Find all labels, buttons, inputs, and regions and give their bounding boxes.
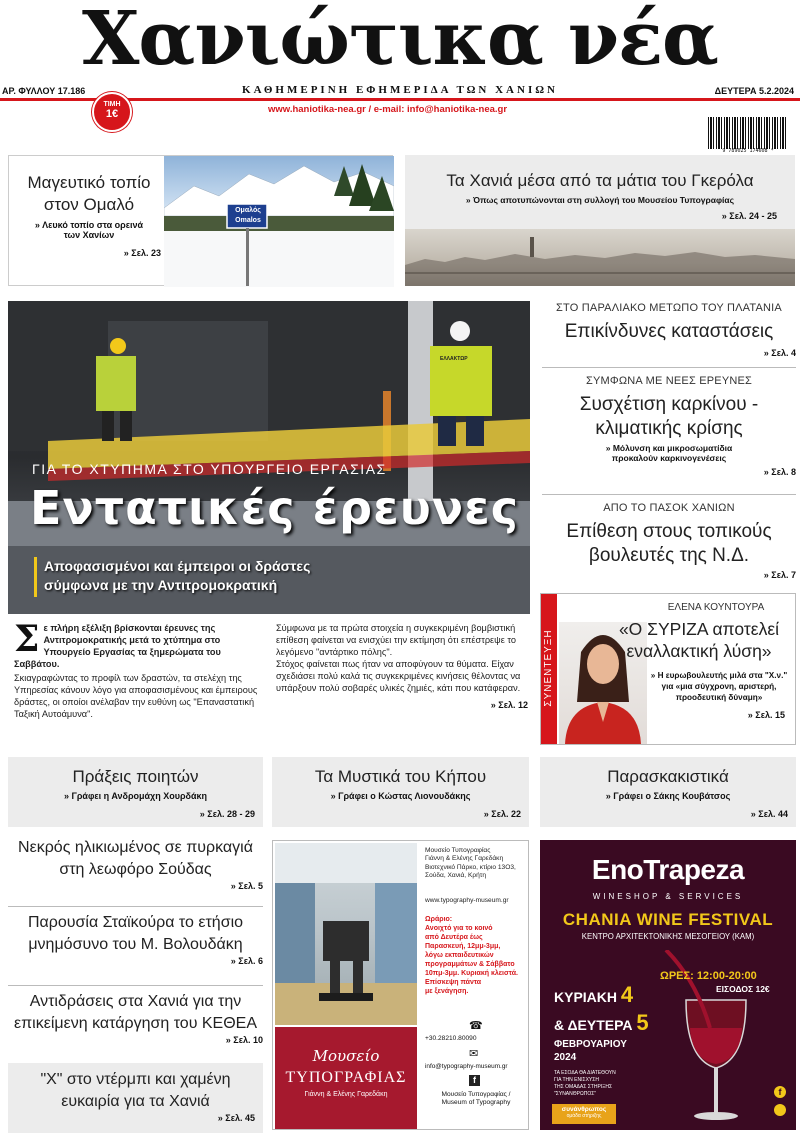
story-kethea[interactable] — [8, 991, 263, 1045]
hours-1: Ανοιχτό για το κοινό — [425, 925, 493, 932]
sponsor-sub: ομάδα στήριξης — [566, 1113, 602, 1119]
omalos-landscape — [164, 156, 394, 287]
interview-label: ΣΥΝΕΝΤΕΥΞΗ — [543, 629, 554, 707]
hero-sub-line-2: σύμφωνα με την Αντιτρομοκρατική — [44, 577, 278, 593]
hero-sub — [44, 557, 310, 595]
day1-label: ΚΥΡΙΑΚΗ — [554, 989, 618, 1005]
hero-sub-line-1: Αποφασισμένοι και έμπειροι οι δράστες — [44, 558, 311, 574]
note-4: "ΣΥΝΑΝΘΡΩΠΟΣ" — [554, 1091, 597, 1097]
story-4-line-1: "Χ" στο ντέρμπι και χαμένη — [40, 1071, 231, 1088]
side-title-2a: Συσχέτιση καρκίνου - — [579, 394, 759, 415]
interview-sub-3: προοδευτική δύναμη» — [675, 693, 763, 702]
vest-label: ΕΛΛΑΚΤΩΡ — [440, 356, 468, 362]
price-value: 1€ — [105, 108, 119, 120]
wine-hours: ΩΡΕΣ: 12:00-20:00 — [660, 970, 757, 982]
museum-photo — [275, 843, 417, 1025]
logo-main: ΤΥΠΟΓΡΑΦΙΑΣ — [285, 1069, 407, 1086]
hours-8: με ξενάγηση. — [425, 988, 469, 995]
phone-icon: ☎ — [469, 1020, 483, 1032]
story-3-line-1: Αντιδράσεις στα Χανιά για την — [29, 993, 242, 1010]
side-story-platanias[interactable] — [542, 302, 796, 358]
gerolas-photo — [405, 229, 795, 286]
omalos-text — [9, 172, 169, 258]
side-title-2b: κλιματικής κρίσης — [595, 418, 743, 439]
side-ref-2: » Σελ. 8 — [763, 467, 796, 477]
column-chess[interactable] — [540, 757, 796, 827]
omalos-sign — [230, 206, 266, 226]
wine-day-2 — [554, 1010, 649, 1036]
museum-email[interactable]: info@typography-museum.gr — [425, 1063, 508, 1070]
article-col2-para2: Στόχος φαίνεται πως ήταν να αποφύγουν τα θύματα. Είχαν σχεδιάσει πολύ καλά τις συγκεκριμένες κινήσεις θέλοντας να υπάρξουν πολύ σοβαρές υλικές ζημιές, κάτι που κατάφεραν. — [276, 659, 521, 693]
year-label: 2024 — [554, 1052, 577, 1063]
hours-2: από Δευτέρα έως — [425, 934, 483, 941]
column-author-3: » Γράφει ο Σάκης Κουβάτσος — [605, 791, 731, 801]
story-2-ref: » Σελ. 6 — [230, 956, 263, 966]
museum-interior — [275, 843, 417, 1025]
column-title-2: Τα Μυστικά του Κήπου — [314, 767, 487, 786]
wine-note — [554, 1070, 616, 1098]
hero-headline: Εντατικές έρευνες — [30, 481, 519, 535]
article-lead: ε πλήρη εξέλιξη βρίσκονται έρευνες της Αντιτρομοκρατικής μετά το χτύπημα στο Υπουργείο Εργασίας τα ξημερώματα του Σαββάτου. — [14, 623, 221, 669]
sign-line-1: Ομαλός — [235, 207, 261, 214]
story-fire[interactable] — [8, 837, 263, 891]
day2-label: & ΔΕΥΤΕΡΑ — [554, 1017, 633, 1033]
hours-6: 10πμ-3μμ. Κυριακή κλειστά. — [425, 970, 518, 977]
story-derby[interactable] — [8, 1063, 263, 1133]
hero-kicker: ΓΙΑ ΤΟ ΧΤΥΠΗΜΑ ΣΤΟ ΥΠΟΥΡΓΕΙΟ ΕΡΓΑΣΙΑΣ — [32, 461, 387, 477]
side-story-cancer[interactable] — [542, 375, 796, 477]
day2-number: 5 — [636, 1010, 649, 1035]
side-kicker-3: ΑΠΟ ΤΟ ΠΑΣΟΚ ΧΑΝΙΩΝ — [603, 502, 735, 514]
side-kicker-2: ΣΥΜΦΩΝΑ ΜΕ ΝΕΕΣ ΕΡΕΥΝΕΣ — [585, 375, 753, 387]
side-kicker-1: ΣΤΟ ΠΑΡΑΛΙΑΚΟ ΜΕΤΩΠΟ ΤΟΥ ΠΛΑΤΑΝΙΑ — [556, 302, 782, 314]
interview-sub-2: για «μια σύγχρονη, αριστερή, — [661, 682, 777, 691]
wine-festival-ad[interactable] — [540, 840, 796, 1130]
list-divider — [8, 906, 263, 907]
story-2-line-2: μνημόσυνο του Μ. Βολουδάκη — [28, 936, 243, 953]
issue-number: ΑΡ. ΦΥΛΛΟΥ 17.186 — [2, 86, 86, 96]
note-2: ΓΙΑ ΤΗΝ ΕΝΙΣΧΥΣΗ — [554, 1077, 599, 1083]
omalos-photo — [164, 156, 394, 287]
sign-line-2: Omalos — [235, 217, 261, 224]
story-1-line-1: Νεκρός ηλικιωμένος σε πυρκαγιά — [18, 839, 253, 856]
teaser-gerolas[interactable] — [405, 155, 795, 286]
masthead-title: Χανιώτικα νέα — [81, 0, 719, 82]
side-title-3b: βουλευτές της Ν.Δ. — [588, 545, 750, 566]
column-poets[interactable] — [8, 757, 263, 827]
wine-month — [554, 1038, 627, 1064]
article-col2-para1: Σύμφωνα με τα πρώτα στοιχεία η συγκεκριμένη βομβιστική επίθεση φαίνεται να ενισχύει την εκτίμηση ότι επέστρεψε το λεγόμενο "αντάρτικο πόλης". — [276, 623, 516, 657]
facebook-icon[interactable]: f — [774, 1086, 786, 1098]
gerolas-title: Τα Χανιά μέσα από τα μάτια του Γκερόλα — [446, 171, 754, 190]
omalos-sub-2: των Χανίων — [63, 230, 115, 240]
instagram-icon[interactable] — [774, 1104, 786, 1116]
wine-entry: ΕΙΣΟΔΟΣ 12€ — [716, 984, 770, 994]
column-author-1: » Γράφει η Ανδρομάχη Χουρδάκη — [63, 791, 208, 801]
story-staikouras[interactable] — [8, 912, 263, 966]
fb-line-2: Museum of Typography — [441, 1099, 511, 1107]
teaser-omalos[interactable] — [8, 155, 393, 286]
museum-url[interactable]: www.typography-museum.gr — [425, 897, 509, 904]
mail-icon: ✉ — [469, 1048, 479, 1060]
fb-line-1: Μουσείο Τυπογραφίας / — [441, 1091, 511, 1098]
column-garden[interactable] — [272, 757, 529, 827]
museum-address — [425, 847, 527, 881]
barcode-number: 9 789025 174608 * — [722, 148, 774, 154]
dropcap: Σ — [14, 618, 40, 660]
story-3-line-2: επικείμενη κατάργηση του ΚΕΘΕΑ — [13, 1015, 258, 1032]
museum-phone: +30.28210.80090 — [425, 1035, 477, 1042]
column-title-3: Παρασκακιστικά — [607, 767, 729, 786]
note-3: ΤΗΣ ΟΜΑΔΑΣ ΣΤΗΡΙΞΗΣ — [554, 1084, 613, 1090]
side-ref-3: » Σελ. 7 — [763, 570, 796, 580]
side-divider — [542, 494, 796, 495]
museum-ad[interactable] — [272, 840, 529, 1130]
wine-brand: EnoTrapeza — [591, 854, 745, 885]
interview-quote — [601, 618, 797, 662]
barcode — [708, 117, 788, 149]
story-2-line-1: Παρουσία Σταϊκούρα το ετήσιο — [27, 914, 244, 931]
article-page-ref: » Σελ. 12 — [490, 700, 528, 710]
wine-tagline: WINESHOP & SERVICES — [592, 892, 744, 901]
side-title-1: Επικίνδυνες καταστάσεις — [564, 321, 774, 342]
harbor-sketch — [405, 229, 795, 286]
museum-founders: Γιάννη & Ελένης Γαρεδάκη — [425, 855, 504, 863]
hero-photo[interactable] — [8, 301, 530, 614]
wine-festival: CHANIA WINE FESTIVAL — [562, 910, 774, 929]
article-col-2 — [276, 622, 528, 710]
hero-accent-bar — [34, 557, 37, 597]
quote-line-1: «Ο ΣΥΡΙΖΑ αποτελεί — [618, 619, 780, 639]
column-author-2: » Γράφει ο Κώστας Λιονουδάκης — [330, 791, 471, 801]
hours-3: Παρασκευή, 12μμ-3μμ, — [425, 943, 501, 950]
side-ref-1: » Σελ. 4 — [763, 348, 796, 358]
gerolas-sub: » Όπως αποτυπώνονται στη συλλογή του Μουσείου Τυπογραφίας — [465, 195, 735, 205]
interview-sub-1: » Η ευρωβουλευτής μιλά στα "Χ.ν." — [650, 671, 788, 680]
omalos-sub-1: » Λευκό τοπίο στα ορεινά — [34, 220, 144, 230]
hours-7: Επίσκεψη πάντα — [425, 979, 482, 986]
article-col1-text: Σκιαγραφώντας το προφίλ των δραστών, τα στελέχη της Υπηρεσίας κάνουν λόγο για αποφασισμένους και έμπειρους δράστες, οι οποίοι ανέλαβαν την ευθύνη ως "Επαναστατική Ταξική Αυτοάμυνα". — [14, 673, 258, 719]
price-label: ΤΙΜΗ — [103, 101, 121, 108]
museum-address-2: Σούδα, Χανιά, Κρήτη — [425, 872, 487, 880]
story-4-line-2: ευκαιρία για τα Χανιά — [61, 1093, 210, 1110]
logo-sub: Γιάννη & Ελένης Γαρεδάκη — [304, 1091, 388, 1098]
column-ref-1: » Σελ. 28 - 29 — [199, 809, 255, 819]
logo-script: Μουσείο — [312, 1047, 380, 1065]
sponsor-logo — [552, 1104, 616, 1124]
gerolas-page-ref: » Σελ. 24 - 25 — [721, 211, 777, 221]
omalos-page-ref: » Σελ. 23 — [123, 248, 161, 258]
omalos-title-1: Μαγευτικό τοπίο — [27, 173, 151, 192]
museum-hours — [425, 915, 527, 996]
column-ref-2: » Σελ. 22 — [483, 809, 521, 819]
story-1-line-2: στη λεωφόρο Σούδας — [59, 861, 212, 878]
list-divider — [8, 985, 263, 986]
interview-sub — [645, 670, 793, 703]
month-label: ΦΕΒΡΟΥΑΡΙΟΥ — [554, 1039, 627, 1050]
sponsor-name: συνάνθρωπος — [561, 1106, 607, 1113]
side-sub-2a: » Μόλυνση και μικροσωματίδια — [605, 443, 733, 453]
hours-5: προγραμμάτων & Σάββατο — [425, 961, 515, 968]
museum-address-1: Βιοτεχνικό Πάρκο, κτίριο 13Ο3, — [425, 863, 516, 871]
day1-number: 4 — [620, 982, 634, 1007]
story-4-ref: » Σελ. 45 — [217, 1113, 255, 1123]
website-contact[interactable]: www.haniotika-nea.gr / e-mail: info@haniotika-nea.gr — [268, 104, 508, 115]
interview-name: ΕΛΕΝΑ ΚΟΥΝΤΟΥΡΑ — [667, 602, 765, 613]
side-title-3a: Επίθεση στους τοπικούς — [566, 521, 772, 542]
issue-date: ΔΕΥΤΕΡΑ 5.2.2024 — [714, 86, 794, 96]
omalos-title-2: στον Ομαλό — [43, 195, 135, 214]
story-1-ref: » Σελ. 5 — [230, 881, 263, 891]
museum-name: Μουσείο Τυπογραφίας — [425, 847, 491, 854]
museum-logo — [275, 1027, 417, 1129]
interview-page-ref: » Σελ. 15 — [747, 710, 785, 720]
quote-line-2: εναλλακτική λύση» — [626, 641, 772, 661]
note-1: ΤΑ ΕΣΟΔΑ ΘΑ ΔΙΑΤΕΘΟΥΝ — [554, 1070, 616, 1076]
hours-4: λόγω εκπαιδευτικών — [425, 952, 494, 959]
wine-day-1 — [554, 982, 633, 1008]
story-3-ref: » Σελ. 10 — [225, 1035, 263, 1045]
wine-venue: ΚΕΝΤΡΟ ΑΡΧΙΤΕΚΤΟΝΙΚΗΣ ΜΕΣΟΓΕΙΟΥ (ΚΑΜ) — [581, 932, 755, 941]
hours-title: Ωράριο: — [425, 916, 453, 923]
column-title-1: Πράξεις ποιητών — [72, 767, 199, 786]
price-badge — [92, 92, 132, 132]
masthead-subtitle: ΚΑΘΗΜΕΡΙΝΗ ΕΦΗΜΕΡΙΔΑ ΤΩΝ ΧΑΝΙΩΝ — [242, 84, 558, 96]
side-story-pasok[interactable] — [542, 502, 796, 580]
side-sub-2b: προκαλούν καρκινογενέσεις — [611, 453, 727, 463]
facebook-icon: f — [469, 1075, 480, 1086]
side-divider — [542, 367, 796, 368]
article-col-1 — [14, 618, 266, 720]
interview-box[interactable] — [540, 593, 796, 745]
museum-facebook — [425, 1091, 527, 1108]
column-ref-3: » Σελ. 44 — [750, 809, 788, 819]
